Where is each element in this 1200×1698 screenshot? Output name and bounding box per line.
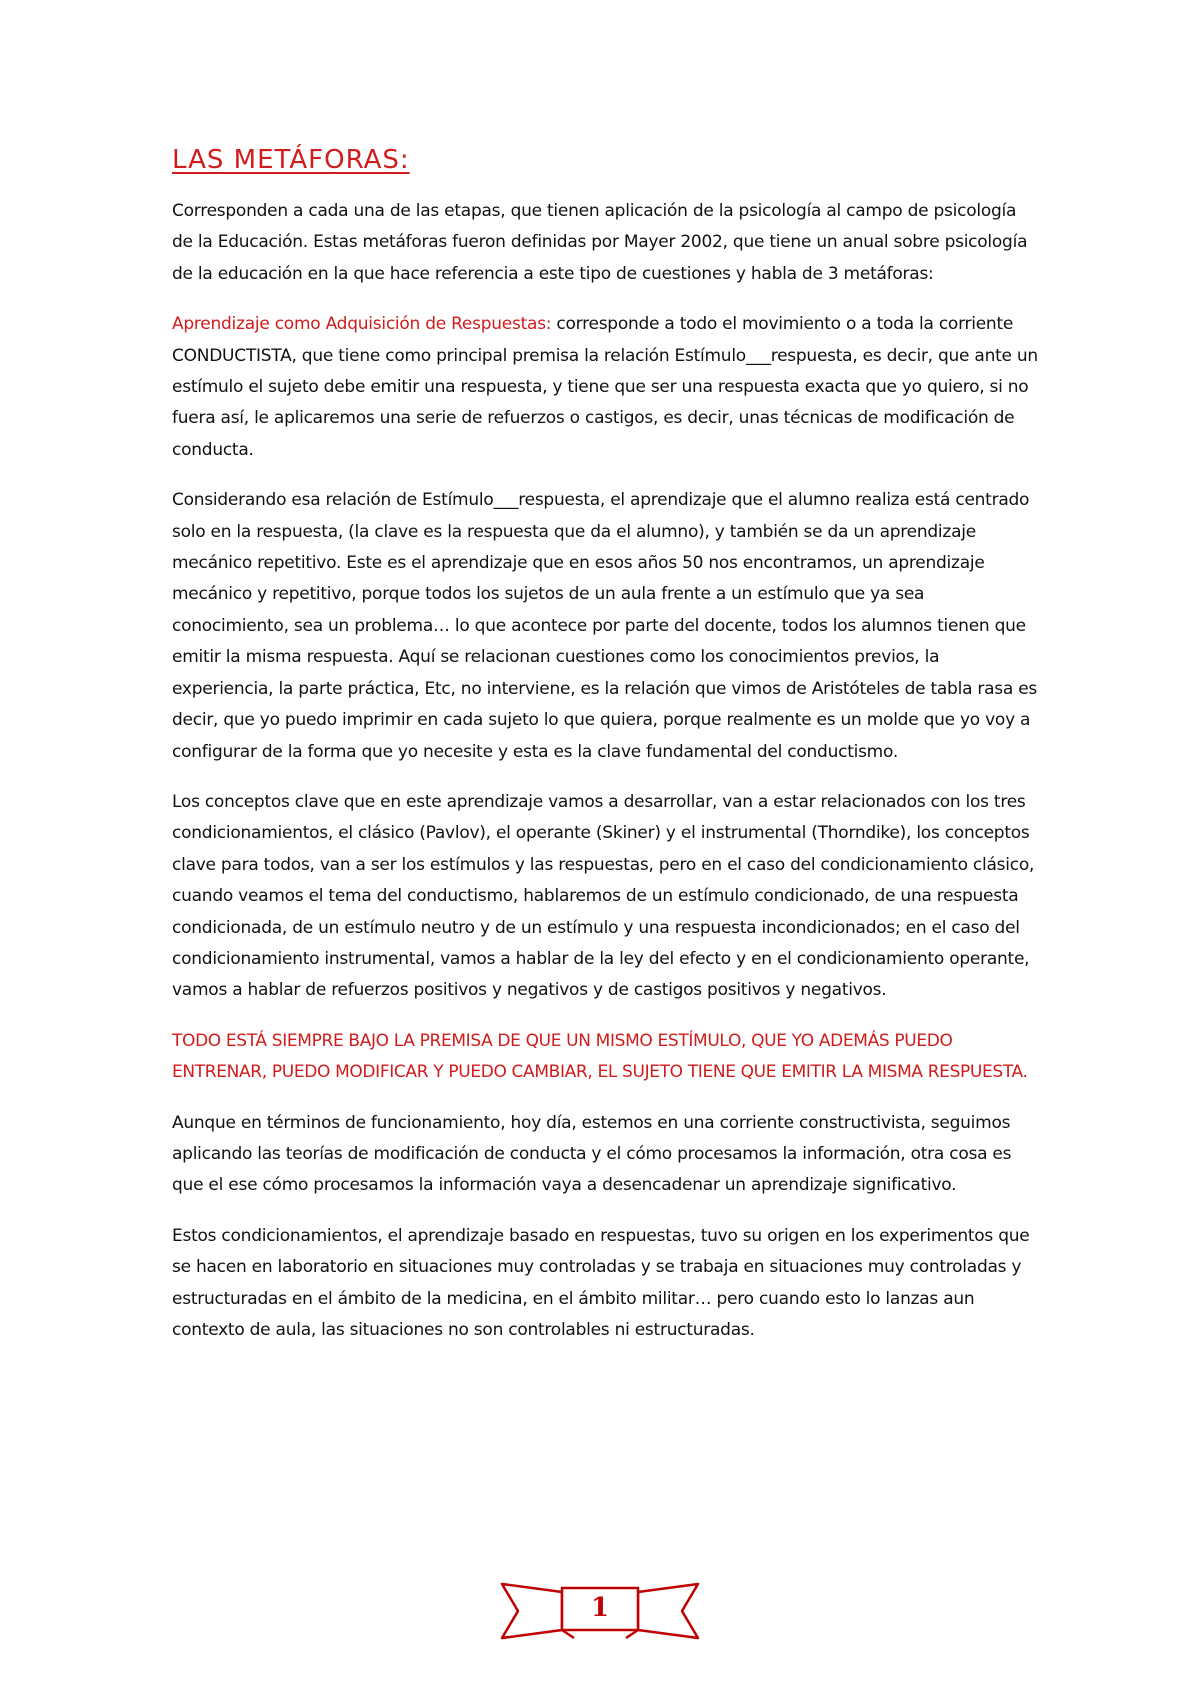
intro-paragraph xyxy=(172,196,1040,290)
key-concepts-paragraph xyxy=(172,787,1040,1007)
paragraph-text: Considerando esa relación de Estímulo___respuesta, el aprendizaje que el alumno realiza está centrado solo en la respuesta, (la clave es la respuesta que da el alumno), y también se da un aprendizaje mecánico repetitivo. Este es el aprendizaje que en esos años 50 nos encontramos, un aprendizaje mecánico y repetitivo, porque todos los sujetos de un aula frente a un estímulo que ya sea conocimiento, sea un problema… lo que acontece por parte del docente, todos los alumnos tienen que emitir la misma respuesta. Aquí se relacionan cuestiones como los conocimientos previos, la experiencia, la parte práctica, Etc, no interviene, es la relación que vimos de Aristóteles de tabla rasa es decir, que yo puedo imprimir en cada sujeto lo que quiera, porque realmente es un molde que yo voy a configurar de la forma que yo necesite y esta es la clave fundamental del conductismo. xyxy=(172,490,1038,762)
page-number-banner xyxy=(500,1580,700,1642)
constructivism-paragraph: Aunque en términos de funcionamiento, hoy día, estemos en una corriente constructivista, seguimos aplicando las teorías de modificación de conducta y el cómo procesamos la información, otra cosa es que el ese cómo procesamos la información vaya a desencadenar un aprendizaje significativo. xyxy=(172,1112,1012,1196)
paragraph-text: Corresponden a cada una de las etapas, que tienen aplicación de la psicología al campo de psicología de la Educación. Estas metáforas fueron definidas por Mayer 2002, que tiene un anual sobre psicología de la educación en la que hace referencia a este tipo de cuestiones y habla de 3 metáforas: xyxy=(172,201,1028,284)
document-page xyxy=(172,142,1040,1365)
page-title: LAS METÁFORAS: xyxy=(172,145,410,175)
highlight-paragraph: TODO ESTÁ SIEMPRE BAJO LA PREMISA DE QUE UN MISMO ESTÍMULO, QUE YO ADEMÁS PUEDO ENTRENAR, PUEDO MODIFICAR Y PUEDO CAMBIAR, EL SUJETO TIENE QUE EMITIR LA MISMA RESPUESTA. xyxy=(172,1030,1028,1083)
paragraph-text: corresponde a todo el movimiento o a toda la corriente CONDUCTISTA, que tiene como principal premisa la relación Estímulo___respuesta, es decir, que ante un estímulo el sujeto debe emitir una respuesta, y tiene que ser una respuesta exacta que yo quiero, si no fuera así, le aplicaremos una serie de refuerzos o castigos, es decir, unas técnicas de modificación de conducta. xyxy=(172,314,1038,460)
page-number: 1 xyxy=(590,1593,610,1623)
origin-paragraph: Estos condicionamientos, el aprendizaje basado en respuestas, tuvo su origen en los experimentos que se hacen en laboratorio en situaciones muy controladas y se trabaja en situaciones muy controladas y estructuradas en el ámbito de la medicina, en el ámbito militar… pero cuando esto lo lanzas aun contexto de aula, las situaciones no son controlables ni estructuradas. xyxy=(172,1225,1030,1340)
stimulus-response-paragraph xyxy=(172,485,1040,768)
metaphor-paragraph xyxy=(172,309,1040,466)
paragraph-lead-in: Aprendizaje como Adquisición de Respuestas: xyxy=(172,314,552,335)
paragraph-text: Los conceptos clave que en este aprendizaje vamos a desarrollar, van a estar relacionados con los tres condicionamientos, el clásico (Pavlov), el operante (Skiner) y el instrumental (Thorndike), los conceptos clave para todos, van a ser los estímulos y las respuestas, pero en el caso del condicionamiento clásico, cuando veamos el tema del conductismo, hablaremos de un estímulo condicionado, de una respuesta condicionada, de un estímulo neutro y de un estímulo y una respuesta incondicionados; en el caso del condicionamiento instrumental, vamos a hablar de la ley del efecto y en el condicionamiento operante, vamos a hablar de refuerzos positivos y negativos y de castigos positivos y negativos. xyxy=(172,791,1035,1001)
